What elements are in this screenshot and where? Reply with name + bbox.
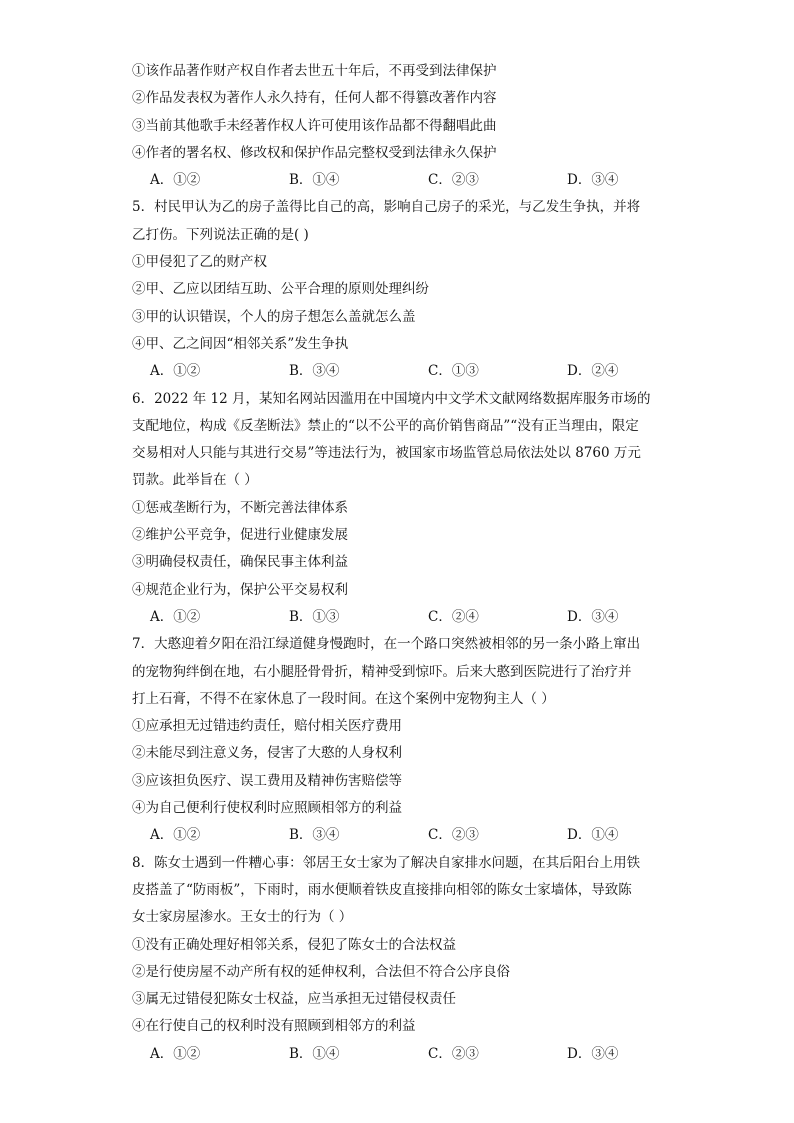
statement-2: ②未能尽到注意义务，侵害了大憨的人身权利 — [132, 745, 402, 762]
statement-3: ③属无过错侵犯陈女士权益，应当承担无过错侵权责任 — [132, 991, 456, 1008]
statement-4: ④作者的署名权、修改权和保护作品完整权受到法律永久保护 — [132, 144, 497, 161]
option-a: A．①② — [150, 172, 201, 189]
question-stem-line: 支配地位，构成《反垄断法》禁止的“以不公平的高价销售商品”“没有正当理由，限定 — [132, 417, 639, 434]
option-b: B．①③ — [289, 608, 340, 625]
answer-options — [132, 604, 672, 631]
option-a: A．①② — [150, 363, 201, 380]
option-c: C．②④ — [428, 608, 479, 625]
question-stem-line: 乙打伤。下列说法正确的是( ) — [132, 226, 309, 243]
statement-2: ②作品发表权为著作人永久持有，任何人都不得篡改著作内容 — [132, 90, 497, 107]
statement-1: ①惩戒垄断行为，不断完善法律体系 — [132, 499, 348, 516]
answer-options — [132, 358, 672, 385]
question-stem-line: 7．大憨迎着夕阳在沿江绿道健身慢跑时，在一个路口突然被相邻的另一条小路上窜出 — [132, 636, 641, 653]
option-d: D．②④ — [567, 363, 619, 380]
option-c: C．②③ — [428, 172, 479, 189]
statement-3: ③当前其他歌手未经著作权人许可使用该作品都不得翻唱此曲 — [132, 117, 497, 134]
option-a: A．①② — [150, 608, 201, 625]
answer-options — [132, 1041, 672, 1068]
question-6 — [132, 386, 672, 632]
option-a: A．①② — [150, 1045, 201, 1062]
question-8 — [132, 850, 672, 1068]
statement-4: ④规范企业行为，保护公平交易权利 — [132, 581, 348, 598]
statement-2: ②是行使房屋不动产所有权的延伸权利，合法但不符合公序良俗 — [132, 963, 510, 980]
question-stem-line: 的宠物狗绊倒在地，右小腿胫骨骨折，精神受到惊吓。后来大憨到医院进行了治疗并 — [132, 663, 632, 680]
question-stem-line: 皮搭盖了“防雨板”，下雨时，雨水便顺着铁皮直接排向相邻的陈女士家墙体，导致陈 — [132, 881, 632, 898]
question-stem-line: 罚款。此举旨在（ ） — [132, 472, 258, 489]
statement-4: ④在行使自己的权利时没有照顾到相邻方的利益 — [132, 1018, 416, 1035]
statement-2: ②维护公平竞争，促进行业健康发展 — [132, 527, 348, 544]
answer-options — [132, 822, 672, 849]
option-b: B．①④ — [289, 1045, 340, 1062]
statement-4: ④为自己便利行使权利时应照顾相邻方的利益 — [132, 800, 402, 817]
question-stem-line: 交易相对人只能与其进行交易”等违法行为，被国家市场监管总局依法处以 8760 万元 — [132, 445, 641, 462]
option-b: B．③④ — [289, 363, 340, 380]
option-b: B．①④ — [289, 172, 340, 189]
statement-1: ①该作品著作财产权自作者去世五十年后，不再受到法律保护 — [132, 63, 497, 79]
statement-1: ①甲侵犯了乙的财产权 — [132, 254, 267, 271]
question-stem-line: 8．陈女士遇到一件糟心事：邻居王女士家为了解决自家排水问题，在其后阳台上用铁 — [132, 854, 641, 871]
question-4 — [132, 58, 672, 194]
option-d: D．③④ — [567, 172, 619, 189]
option-c: C．②③ — [428, 827, 479, 844]
option-d: D．③④ — [567, 1045, 619, 1062]
option-c: C．①③ — [428, 363, 479, 380]
statement-3: ③明确侵权责任，确保民事主体利益 — [132, 554, 348, 571]
question-7 — [132, 631, 672, 849]
statement-3: ③甲的认识错误，个人的房子想怎么盖就怎么盖 — [132, 308, 416, 325]
option-d: D．③④ — [567, 608, 619, 625]
answer-options — [132, 167, 672, 194]
statement-3: ③应该担负医疗、误工费用及精神伤害赔偿等 — [132, 772, 402, 789]
question-5 — [132, 194, 672, 385]
statement-1: ①应承担无过错违约责任，赔付相关医疗费用 — [132, 718, 402, 735]
question-stem-line: 打上石膏，不得不在家休息了一段时间。在这个案例中宠物狗主人（ ） — [132, 690, 555, 707]
question-stem-line: 女士家房屋渗水。王女士的行为（ ） — [132, 909, 353, 926]
statement-2: ②甲、乙应以团结互助、公平合理的原则处理纠纷 — [132, 281, 429, 298]
statement-1: ①没有正确处理好相邻关系，侵犯了陈女士的合法权益 — [132, 936, 456, 953]
question-stem-line: 5．村民甲认为乙的房子盖得比自己的高，影响自己房子的采光，与乙发生争执，并将 — [132, 199, 641, 216]
option-c: C．②③ — [428, 1045, 479, 1062]
option-b: B．③④ — [289, 827, 340, 844]
option-a: A．①② — [150, 827, 201, 844]
statement-4: ④甲、乙之间因“相邻关系”发生争执 — [132, 335, 349, 352]
question-stem-line: 6．2022 年 12 月，某知名网站因滥用在中国境内中文学术文献网络数据库服务市场的 — [132, 390, 651, 407]
question-list — [132, 58, 672, 1068]
option-d: D．①④ — [567, 827, 619, 844]
